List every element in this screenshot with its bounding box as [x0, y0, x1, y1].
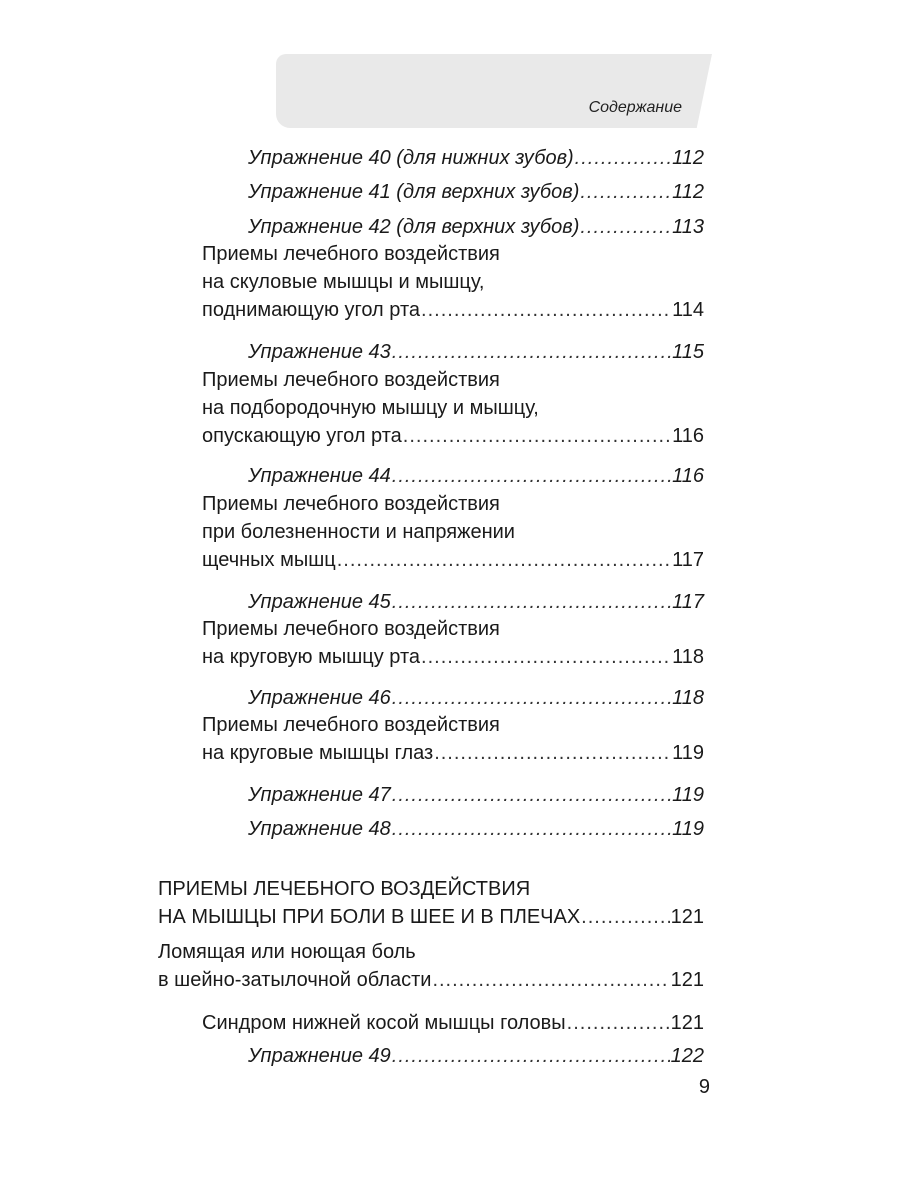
toc-entry-line: ПРИЕМЫ ЛЕЧЕБНОГО ВОЗДЕЙСТВИЯ: [158, 878, 531, 900]
dot-leader: [580, 178, 671, 206]
toc-entry[interactable]: [202, 240, 704, 324]
toc-entry[interactable]: [202, 711, 704, 767]
toc-entry-page: 119: [672, 784, 704, 806]
toc-entry[interactable]: [248, 462, 704, 490]
toc-entry-page: 116: [672, 425, 704, 447]
toc-entry-line: Ломящая или ноющая боль: [158, 941, 416, 963]
toc-entry-title: Упражнение 44: [248, 465, 391, 487]
toc-entry-title: поднимающую угол рта: [202, 299, 421, 321]
toc-entry-title: в шейно-затылочной области: [158, 969, 432, 991]
dot-leader: [337, 546, 671, 574]
toc-entry-page: 117: [672, 591, 704, 613]
toc-entry-title: опускающую угол рта: [202, 425, 402, 447]
toc-entry-title: на круговую мышцу рта: [202, 646, 421, 668]
dot-leader: [567, 1009, 670, 1037]
toc-entry-page: 112: [672, 147, 704, 169]
toc-entry-line: на подбородочную мышцу и мышцу,: [202, 397, 539, 419]
toc-entry-line: Приемы лечебного воздействия: [202, 618, 500, 640]
toc-entry-line: Приемы лечебного воздействия: [202, 493, 500, 515]
dot-leader: [392, 684, 671, 712]
toc-section-entry[interactable]: [158, 875, 704, 931]
toc-entry-title: Упражнение 42 (для верхних зубов): [248, 216, 580, 238]
toc-entry-page: 112: [672, 181, 704, 203]
toc-entry-page: 117: [672, 549, 704, 571]
toc-entry-line: Приемы лечебного воздействия: [202, 714, 500, 736]
dot-leader: [432, 966, 669, 994]
toc-entry-page: 118: [672, 646, 704, 668]
toc-entry-title: Упражнение 46: [248, 687, 391, 709]
toc-entry-page: 118: [672, 687, 704, 709]
toc-entry[interactable]: [248, 213, 704, 241]
toc-entry[interactable]: [248, 144, 704, 172]
toc-entry[interactable]: [202, 366, 704, 450]
toc-entry-title: Упражнение 47: [248, 784, 391, 806]
dot-leader: [392, 815, 671, 843]
toc-entry-line: Приемы лечебного воздействия: [202, 243, 500, 265]
toc-entry-page: 119: [672, 818, 704, 840]
dot-leader: [434, 739, 671, 767]
dot-leader: [581, 903, 669, 931]
toc-entry[interactable]: [248, 338, 704, 366]
page-number: 9: [698, 1076, 710, 1098]
running-header: Содержание: [588, 99, 682, 116]
toc-entry[interactable]: [202, 615, 704, 671]
toc-entry-page: 113: [672, 216, 704, 238]
toc-entry[interactable]: [248, 588, 704, 616]
toc-entry[interactable]: [202, 1009, 704, 1037]
toc-entry-line: Приемы лечебного воздействия: [202, 369, 500, 391]
dot-leader: [421, 296, 671, 324]
toc-entry-title: Упражнение 49: [248, 1045, 391, 1067]
toc-entry[interactable]: [248, 178, 704, 206]
toc-entry-page: 121: [670, 1012, 704, 1034]
toc-entry-title: на круговые мышцы глаз: [202, 742, 434, 764]
dot-leader: [392, 781, 671, 809]
toc-entry[interactable]: [248, 684, 704, 712]
toc-entry-page: 115: [672, 341, 704, 363]
dot-leader: [392, 338, 671, 366]
toc-entry-title: Синдром нижней косой мышцы головы: [202, 1012, 566, 1034]
toc-entry-title: НА МЫШЦЫ ПРИ БОЛИ В ШЕЕ И В ПЛЕЧАХ: [158, 906, 581, 928]
dot-leader: [392, 1042, 670, 1070]
toc-entry-page: 119: [672, 742, 704, 764]
toc-entry-line: на скуловые мышцы и мышцу,: [202, 271, 485, 293]
dot-leader: [392, 588, 671, 616]
toc-entry-title: Упражнение 45: [248, 591, 391, 613]
toc-entry[interactable]: [248, 781, 704, 809]
dot-leader: [403, 422, 671, 450]
toc-entry-line: при болезненности и напряжении: [202, 521, 515, 543]
toc-entry[interactable]: [158, 938, 704, 994]
dot-leader: [392, 462, 671, 490]
toc-entry-page: 116: [672, 465, 704, 487]
toc-entry-page: 121: [670, 906, 704, 928]
toc-entry-page: 114: [672, 299, 704, 321]
dot-leader: [421, 643, 671, 671]
toc-entry-title: Упражнение 41 (для верхних зубов): [248, 181, 580, 203]
toc-entry-page: 122: [670, 1045, 704, 1067]
toc-entry-page: 121: [670, 969, 704, 991]
toc-entry[interactable]: [248, 1042, 704, 1070]
toc-entry[interactable]: [248, 815, 704, 843]
dot-leader: [575, 144, 671, 172]
toc-entry-title: Упражнение 48: [248, 818, 391, 840]
toc-entry-title: Упражнение 40 (для нижних зубов): [248, 147, 574, 169]
dot-leader: [580, 213, 671, 241]
toc-entry-title: щечных мышц: [202, 549, 336, 571]
toc-entry-title: Упражнение 43: [248, 341, 391, 363]
toc-entry[interactable]: [202, 490, 704, 574]
